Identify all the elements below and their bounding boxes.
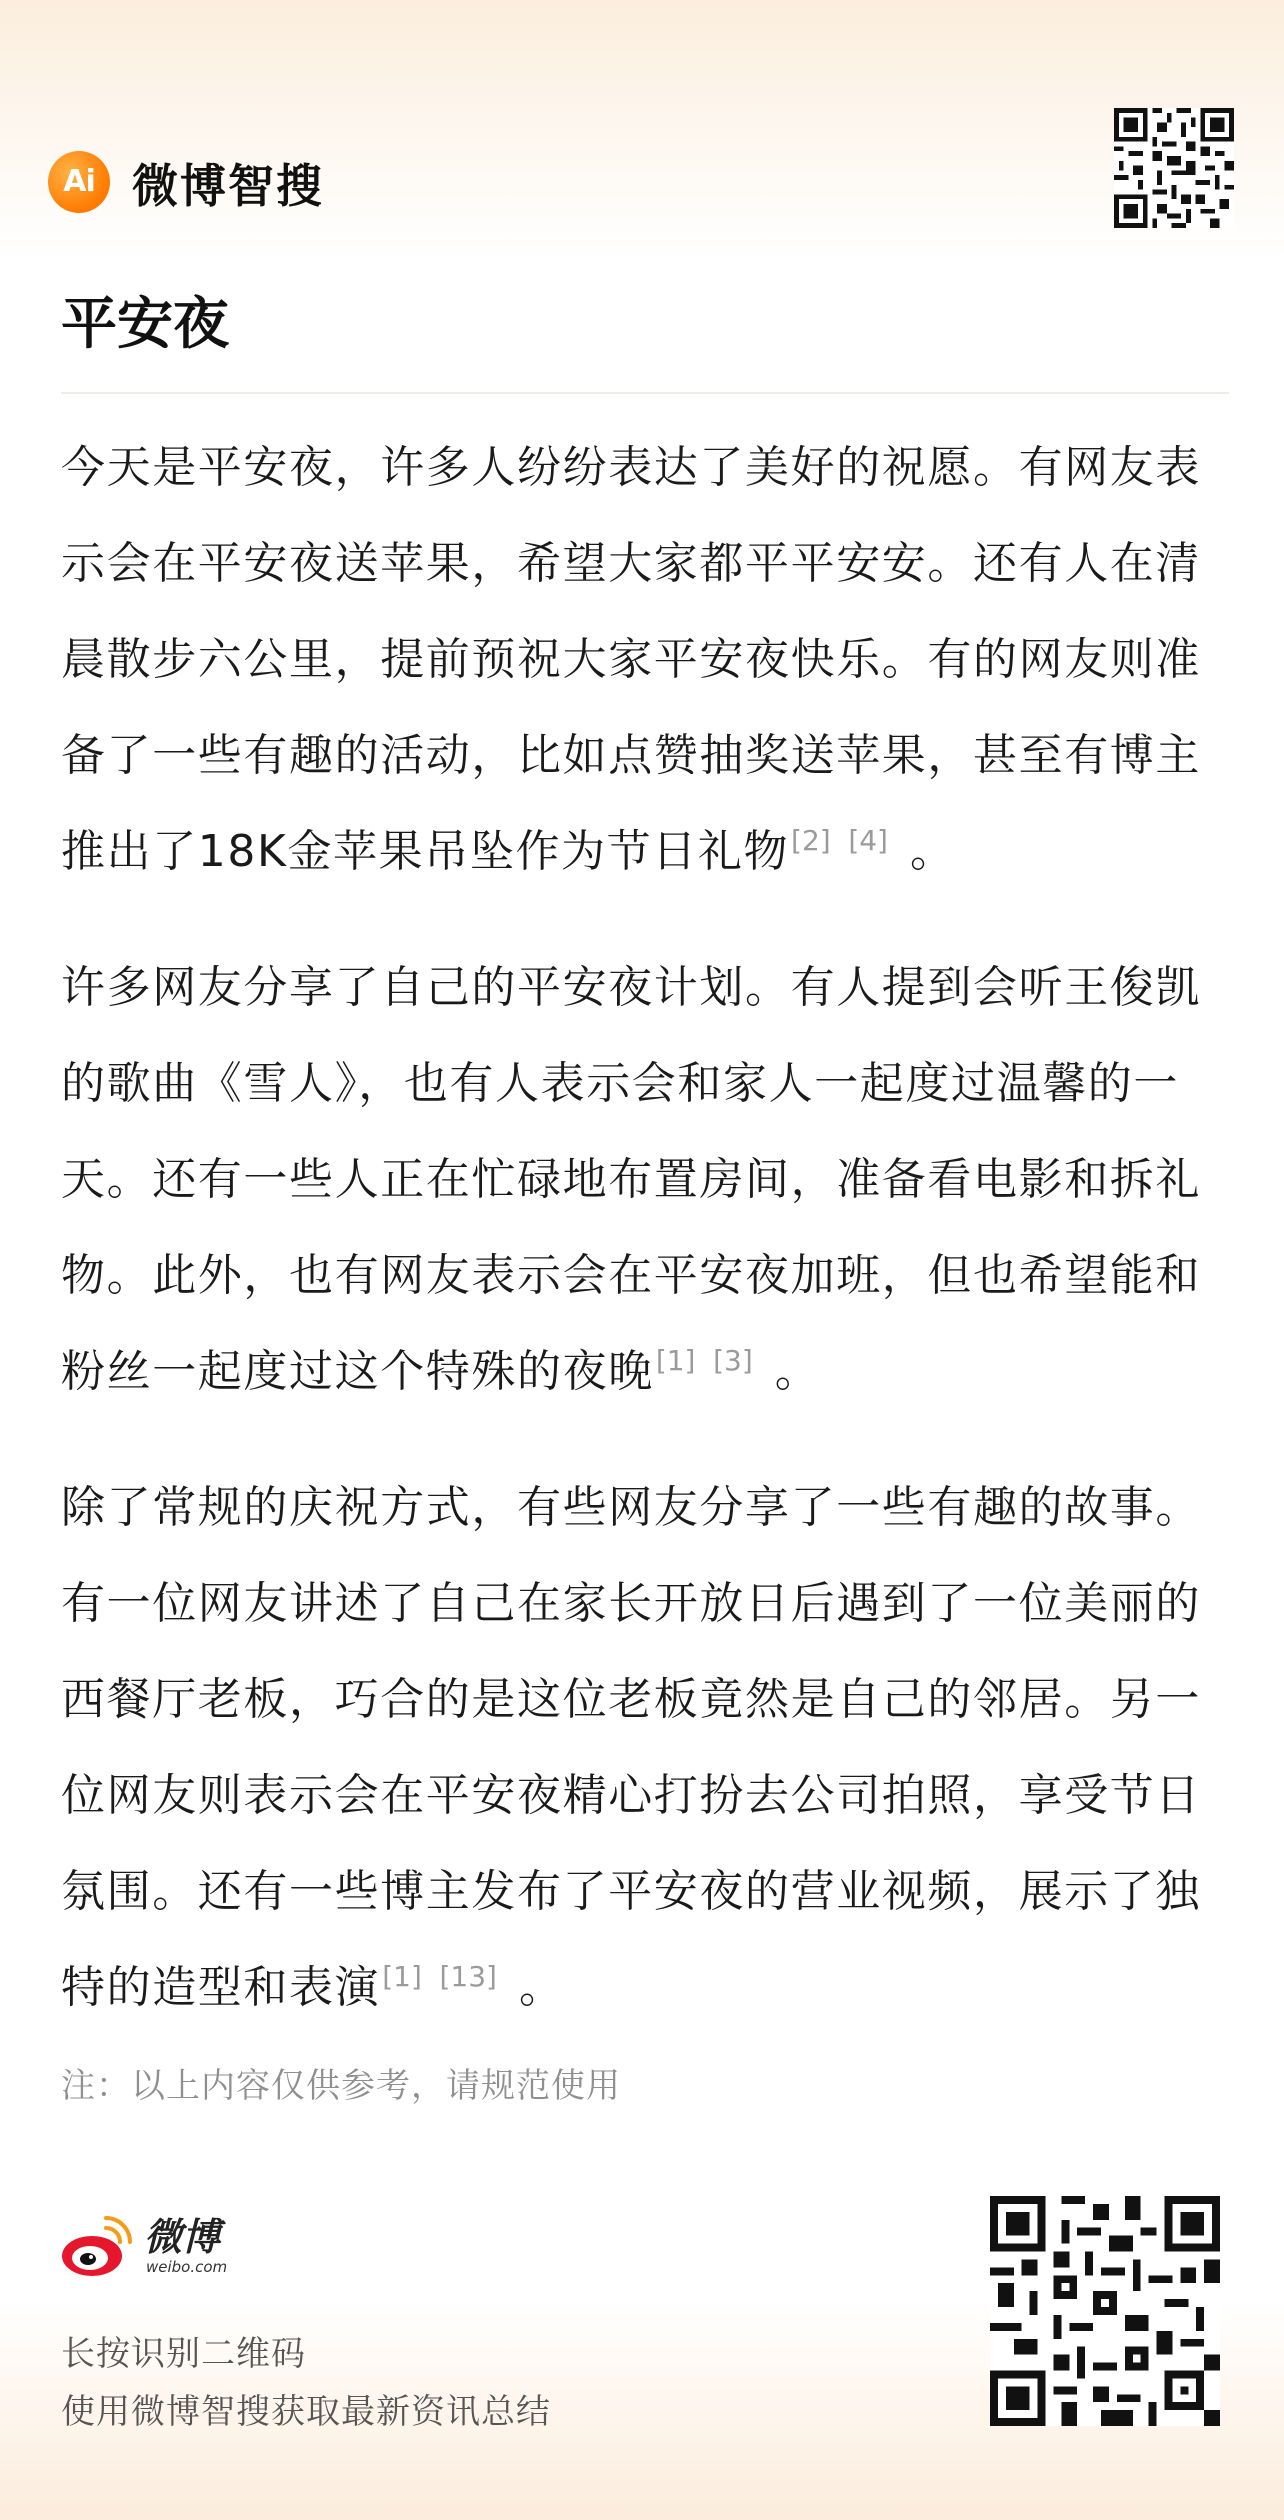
paragraph-end: 。	[909, 826, 956, 877]
ai-logo-icon: Ai	[48, 151, 110, 213]
paragraph-end: 。	[518, 1962, 565, 2013]
qr-code-icon[interactable]	[990, 2196, 1220, 2426]
paragraph-end: 。	[774, 1346, 821, 1397]
page-title: 平安夜	[61, 292, 229, 357]
paragraph-text: 许多网友分享了自己的平安夜计划。有人提到会听王俊凯的歌曲《雪人》，也有人表示会和家人一起度过温馨的一天。还有一些人正在忙碌地布置房间，准备看电影和拆礼物。此外，也有网友表示会在平安夜加班，但也希望能和粉丝一起度过这个特殊的夜晚	[61, 962, 1201, 1397]
footer-description: 使用微博智搜获取最新资讯总结	[61, 2392, 551, 2432]
weibo-logo-domain: weibo.com	[146, 2258, 228, 2276]
divider	[61, 392, 1229, 394]
weibo-logo-text: 微博	[144, 2215, 221, 2259]
summary-paragraph	[61, 1460, 1231, 2036]
citation-link[interactable]: [1]	[382, 1960, 422, 1994]
footer-instruction: 长按识别二维码	[61, 2334, 306, 2374]
paragraph-text: 除了常规的庆祝方式，有些网友分享了一些有趣的故事。有一位网友讲述了自己在家长开放日后遇到了一位美丽的西餐厅老板，巧合的是这位老板竟然是自己的邻居。另一位网友则表示会在平安夜精心打扮去公司拍照，享受节日氛围。还有一些博主发布了平安夜的营业视频，展示了独特的造型和表演	[61, 1482, 1201, 2013]
citation-link[interactable]: [4]	[848, 824, 888, 858]
citation-link[interactable]: [3]	[713, 1344, 753, 1378]
qr-code-icon[interactable]	[1114, 108, 1234, 228]
citation-link[interactable]: [2]	[791, 824, 831, 858]
brand-title: 微博智搜	[132, 159, 324, 213]
summary-content	[61, 420, 1231, 2076]
header	[0, 0, 1284, 240]
citation-link[interactable]: [13]	[439, 1960, 497, 1994]
citation-link[interactable]: [1]	[655, 1344, 696, 1378]
summary-paragraph	[61, 940, 1231, 1420]
weibo-logo-icon	[58, 2206, 258, 2282]
disclaimer-note: 注：以上内容仅供参考，请规范使用	[61, 2066, 621, 2106]
summary-paragraph	[61, 420, 1231, 900]
paragraph-text: 今天是平安夜，许多人纷纷表达了美好的祝愿。有网友表示会在平安夜送苹果，希望大家都平平安安。还有人在清晨散步六公里，提前预祝大家平安夜快乐。有的网友则准备了一些有趣的活动，比如点赞抽奖送苹果，甚至有博主推出了18K金苹果吊坠作为节日礼物	[61, 442, 1201, 877]
